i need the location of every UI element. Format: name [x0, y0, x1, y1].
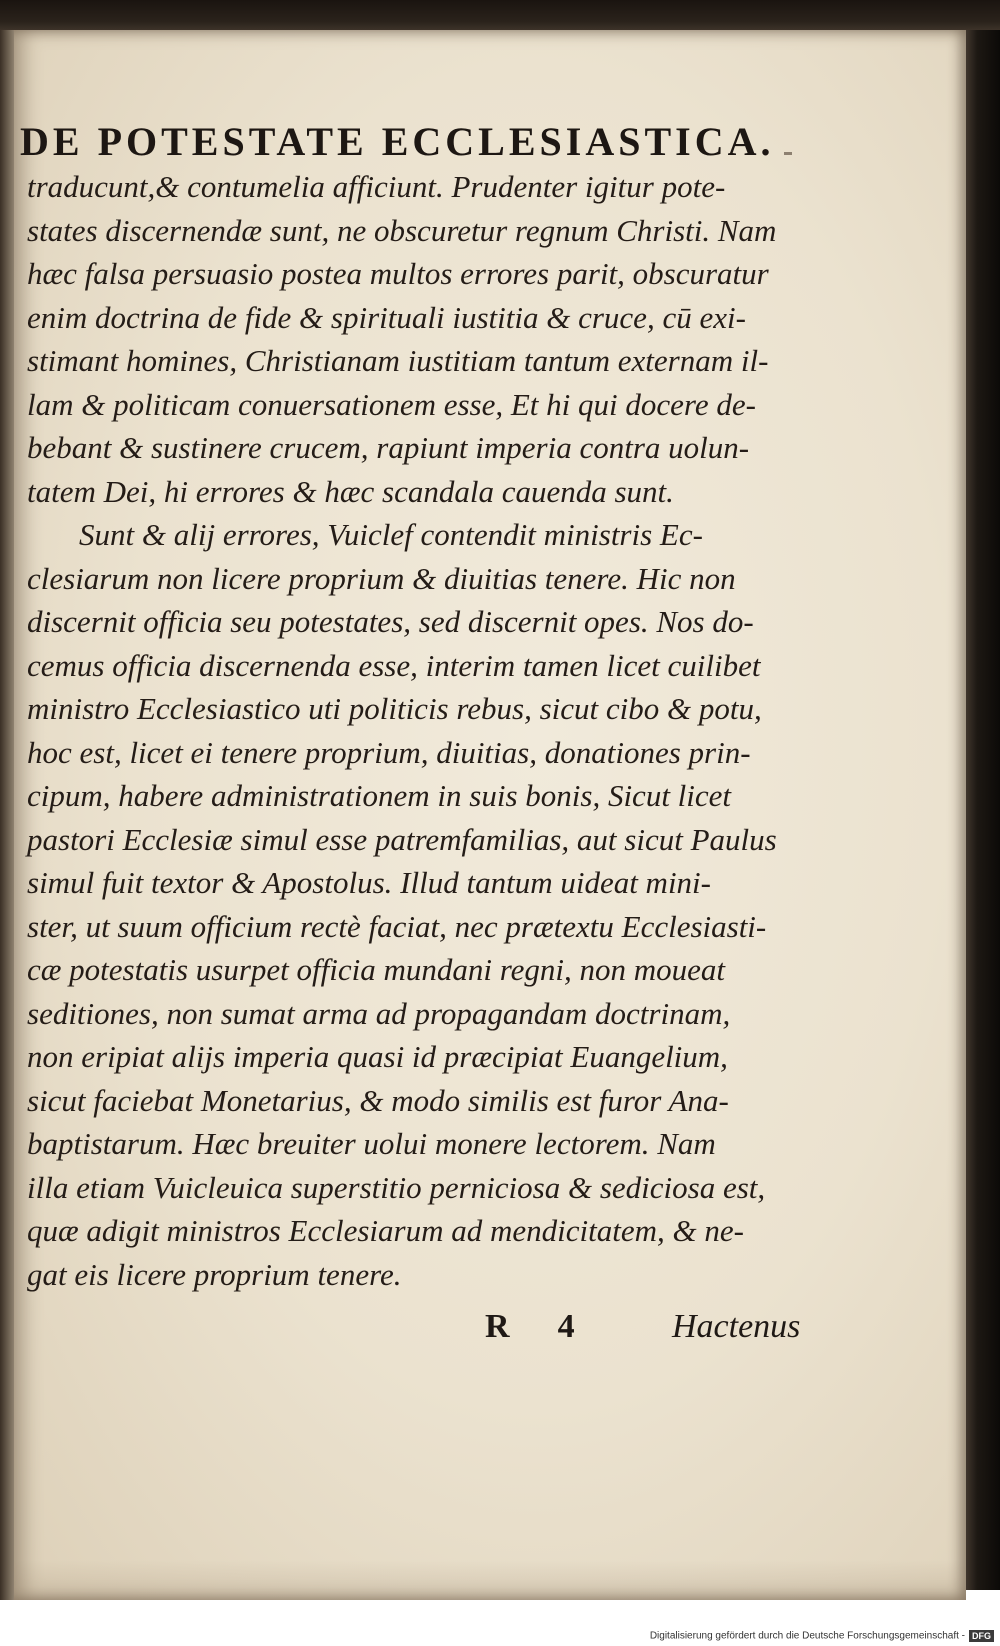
- text-line: ster, ut suum officium rectè faciat, nec prætextu Ecclesiasti-: [27, 908, 767, 944]
- text-line: traducunt,& contumelia afficiunt. Prudenter igitur pote-: [27, 169, 726, 204]
- text-line: cipum, habere administrationem in suis bonis, Sicut licet: [27, 778, 732, 813]
- text-line: cemus officia discernenda esse, interim tamen licet cuilibet: [27, 647, 761, 683]
- page-bottom-shade: [14, 1560, 966, 1600]
- text-line: enim doctrina de fide & spirituali iustitia & cruce, cū exi-: [27, 299, 746, 335]
- body-text: [27, 165, 817, 1296]
- text-line: illa etiam Vuicleuica superstitio perniciosa & sediciosa est,: [27, 1169, 766, 1205]
- text-line: quæ adigit ministros Ecclesiarum ad mendicitatem, & ne-: [27, 1213, 744, 1248]
- ink-mark: [784, 152, 792, 155]
- text-line: bebant & sustinere crucem, rapiunt imperia contra uolun-: [27, 430, 750, 465]
- text-line: seditiones, non sumat arma ad propagandam doctrinam,: [27, 995, 731, 1031]
- paragraph-start-line: Sunt & alij errores, Vuiclef contendit ministris Ec-: [79, 517, 703, 552]
- running-head: DE POTESTATE ECCLESIASTICA.: [20, 119, 775, 164]
- text-line: non eripiat alijs imperia quasi id præcipiat Euangelium,: [27, 1039, 728, 1074]
- text-line: simul fuit textor & Apostolus. Illud tantum uideat mini-: [27, 865, 711, 900]
- text-line: pastori Ecclesiæ simul esse patremfamilias, aut sicut Paulus: [27, 821, 777, 857]
- text-line: hoc est, licet ei tenere proprium, diuitias, donationes prin-: [27, 734, 751, 770]
- dfg-logo: DFG: [969, 1630, 994, 1642]
- text-line: baptistarum. Hæc breuiter uolui monere lectorem. Nam: [27, 1126, 716, 1161]
- page-fore-edge: [962, 30, 1000, 1590]
- text-line: tatem Dei, hi errores & hæc scandala cauenda sunt.: [27, 473, 674, 509]
- text-line: cæ potestatis usurpet officia mundani regni, non moueat: [27, 952, 726, 987]
- text-line: gat eis licere proprium tenere.: [27, 1256, 402, 1292]
- catchword: Hactenus: [672, 1308, 801, 1345]
- text-line: ministro Ecclesiastico uti politicis rebus, sicut cibo & potu,: [27, 691, 762, 726]
- signature-number: 4: [557, 1308, 575, 1345]
- text-line: stimant homines, Christianam iustitiam tantum externam il-: [27, 343, 769, 378]
- signature-letter: R: [485, 1308, 510, 1345]
- signature-mark: [485, 1308, 575, 1346]
- digitization-credit: [650, 1630, 994, 1642]
- text-line: discernit officia seu potestates, sed discernit opes. Nos do-: [27, 604, 754, 639]
- text-line: lam & politicam conuersationem esse, Et hi qui docere de-: [27, 386, 756, 422]
- credit-text: Digitalisierung gefördert durch die Deutsche Forschungsgemeinschaft -: [649, 1630, 965, 1642]
- text-line: sicut faciebat Monetarius, & modo similis est furor Ana-: [27, 1082, 729, 1118]
- text-line: clesiarum non licere proprium & diuitias tenere. Hic non: [27, 560, 736, 596]
- text-line: hæc falsa persuasio postea multos errores parit, obscuratur: [27, 256, 769, 291]
- text-line: states discernendæ sunt, ne obscuretur regnum Christi. Nam: [27, 212, 777, 248]
